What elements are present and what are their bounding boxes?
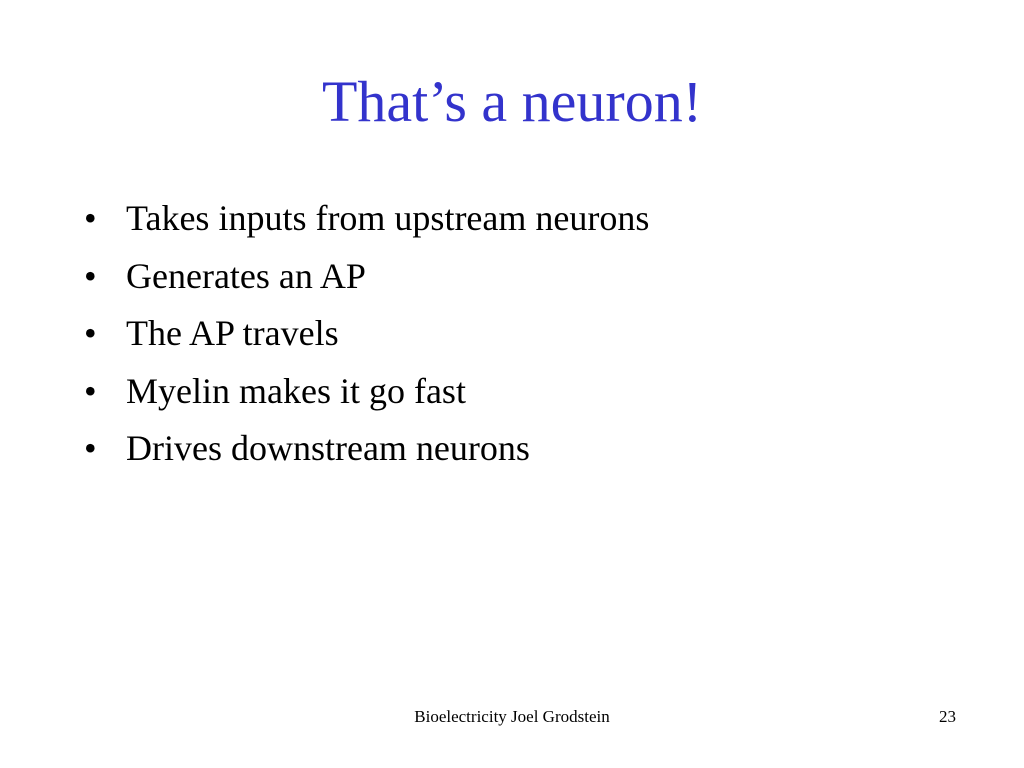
- bullet-list: [84, 190, 984, 478]
- bullet-item: [84, 420, 984, 478]
- slide-footer: Bioelectricity Joel Grodstein: [414, 707, 610, 726]
- page-number: 23: [939, 707, 956, 726]
- bullet-marker: •: [84, 198, 97, 238]
- bullet-text: The AP travels: [126, 313, 339, 353]
- slide-title: That’s a neuron!: [321, 69, 703, 134]
- bullet-item: [84, 248, 984, 306]
- bullet-text: Takes inputs from upstream neurons: [126, 198, 650, 238]
- bullet-text: Myelin makes it go fast: [126, 370, 466, 411]
- bullet-text: Drives downstream neurons: [126, 428, 530, 468]
- bullet-item: [84, 363, 984, 421]
- bullet-item: [84, 305, 984, 363]
- bullet-marker: •: [84, 313, 97, 353]
- bullet-item: [84, 190, 984, 248]
- bullet-marker: •: [84, 370, 97, 411]
- bullet-text: Generates an AP: [126, 255, 366, 296]
- bullet-marker: •: [84, 255, 97, 296]
- bullet-marker: •: [84, 428, 97, 468]
